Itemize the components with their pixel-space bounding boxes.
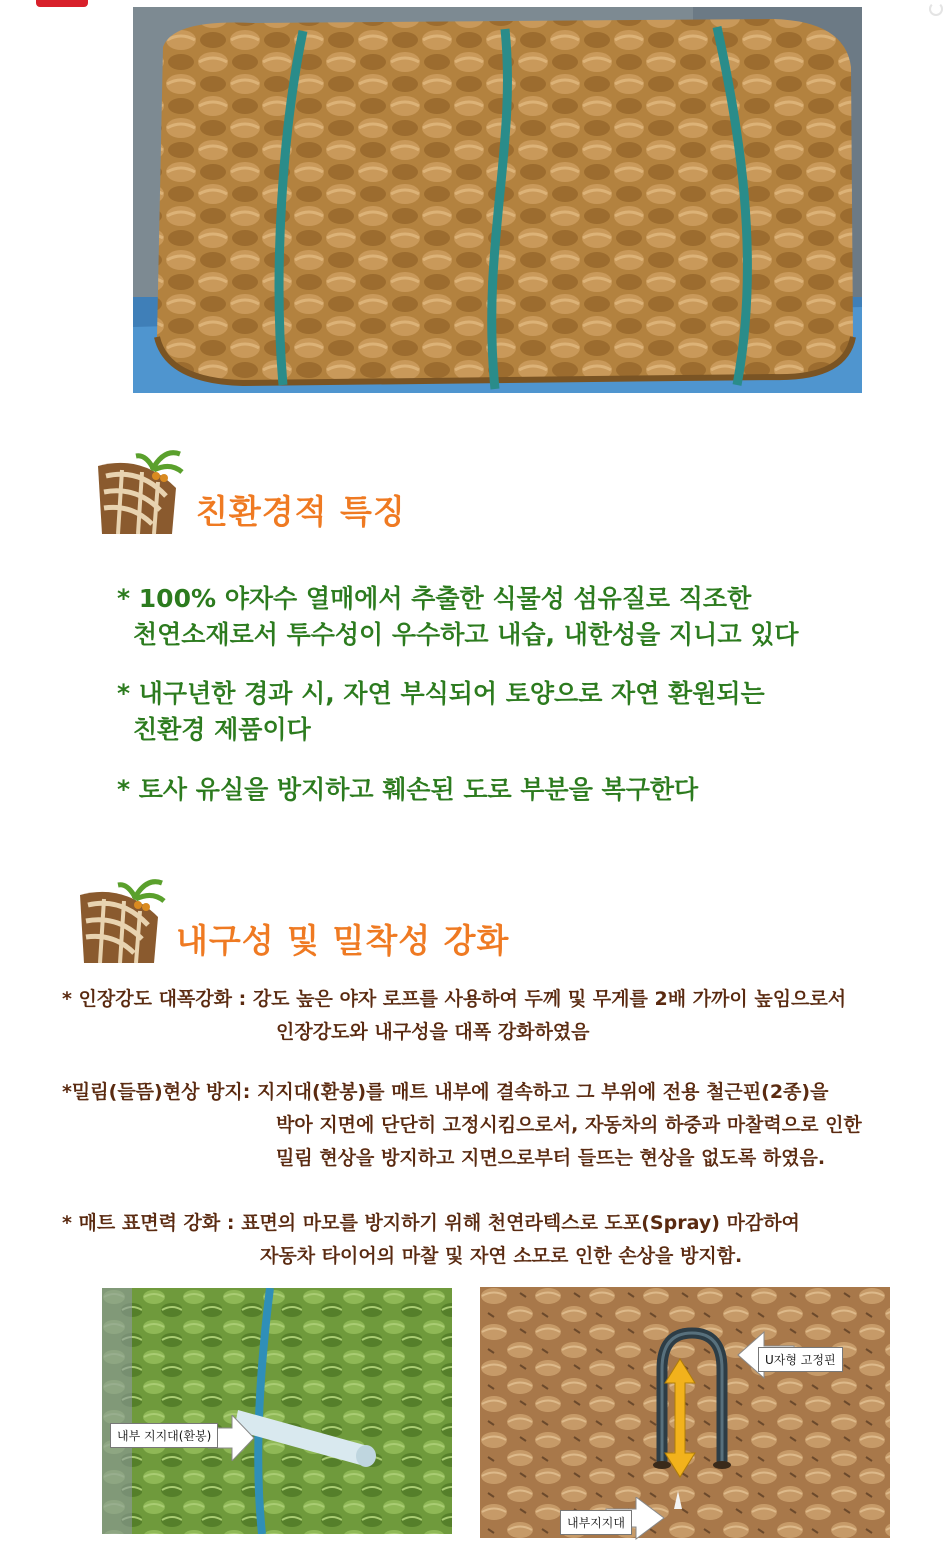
detail-line: * 인장강도 대폭강화 : 강도 높은 야자 로프를 사용하여 두께 및 무게를 2배 가까이 높임으로서 <box>62 988 847 1010</box>
feature-line: * 내구년한 경과 시, 자연 부식되어 토양으로 자연 환원되는 <box>117 679 765 708</box>
feature-item <box>117 772 698 808</box>
detail-line: 박아 지면에 단단히 고정시킴으로서, 자동차의 하중과 마찰력으로 인한 <box>276 1114 862 1136</box>
durability-heading: 내구성 및 밀착성 강화 <box>176 921 510 960</box>
u-pin-label: U자형 고정핀 <box>758 1347 843 1372</box>
feature-item <box>117 676 765 748</box>
detail-line: *밀림(들뜸)현상 방지: 지지대(환봉)를 매트 내부에 결속하고 그 부위에 전용 철근핀(2종)을 <box>62 1081 829 1103</box>
detail-item <box>62 1207 800 1273</box>
feature-item <box>117 581 798 653</box>
detail-line: 인장강도와 내구성을 대폭 강화하였음 <box>276 1021 590 1043</box>
feature-line: 천연소재로서 투수성이 우수하고 내습, 내한성을 지니고 있다 <box>133 620 799 649</box>
feature-line: * 토사 유실을 방지하고 훼손된 도로 부분을 복구한다 <box>117 775 699 804</box>
detail-item <box>62 1076 862 1175</box>
feature-line: 친환경 제품이다 <box>133 715 311 744</box>
loading-icon <box>929 2 943 16</box>
eco-features-heading: 친환경적 특징 <box>196 492 406 531</box>
detail-line: * 매트 표면력 강화 : 표면의 마모를 방지하기 위해 천연라텍스로 도포(Spray) 마감하여 <box>62 1212 800 1234</box>
brand-badge <box>36 0 88 7</box>
support-rod-photo <box>102 1288 452 1534</box>
palm-mat-icon <box>92 448 184 538</box>
coir-mat-roll-photo <box>133 7 862 393</box>
detail-line: 자동차 타이어의 마찰 및 자연 소모로 인한 손상을 방지함. <box>260 1245 743 1267</box>
support-rod-label: 내부 지지대(환봉) <box>110 1423 218 1448</box>
feature-line: * 100% 야자수 열매에서 추출한 식물성 섬유질로 직조한 <box>117 584 752 613</box>
inner-support-label: 내부지지대 <box>560 1510 632 1535</box>
height-arrow-icon <box>662 1357 698 1479</box>
palm-mat-icon <box>74 877 166 967</box>
detail-item <box>62 983 846 1049</box>
detail-line: 밀림 현상을 방지하고 지면으로부터 들뜨는 현상을 없도록 하였음. <box>276 1147 826 1169</box>
